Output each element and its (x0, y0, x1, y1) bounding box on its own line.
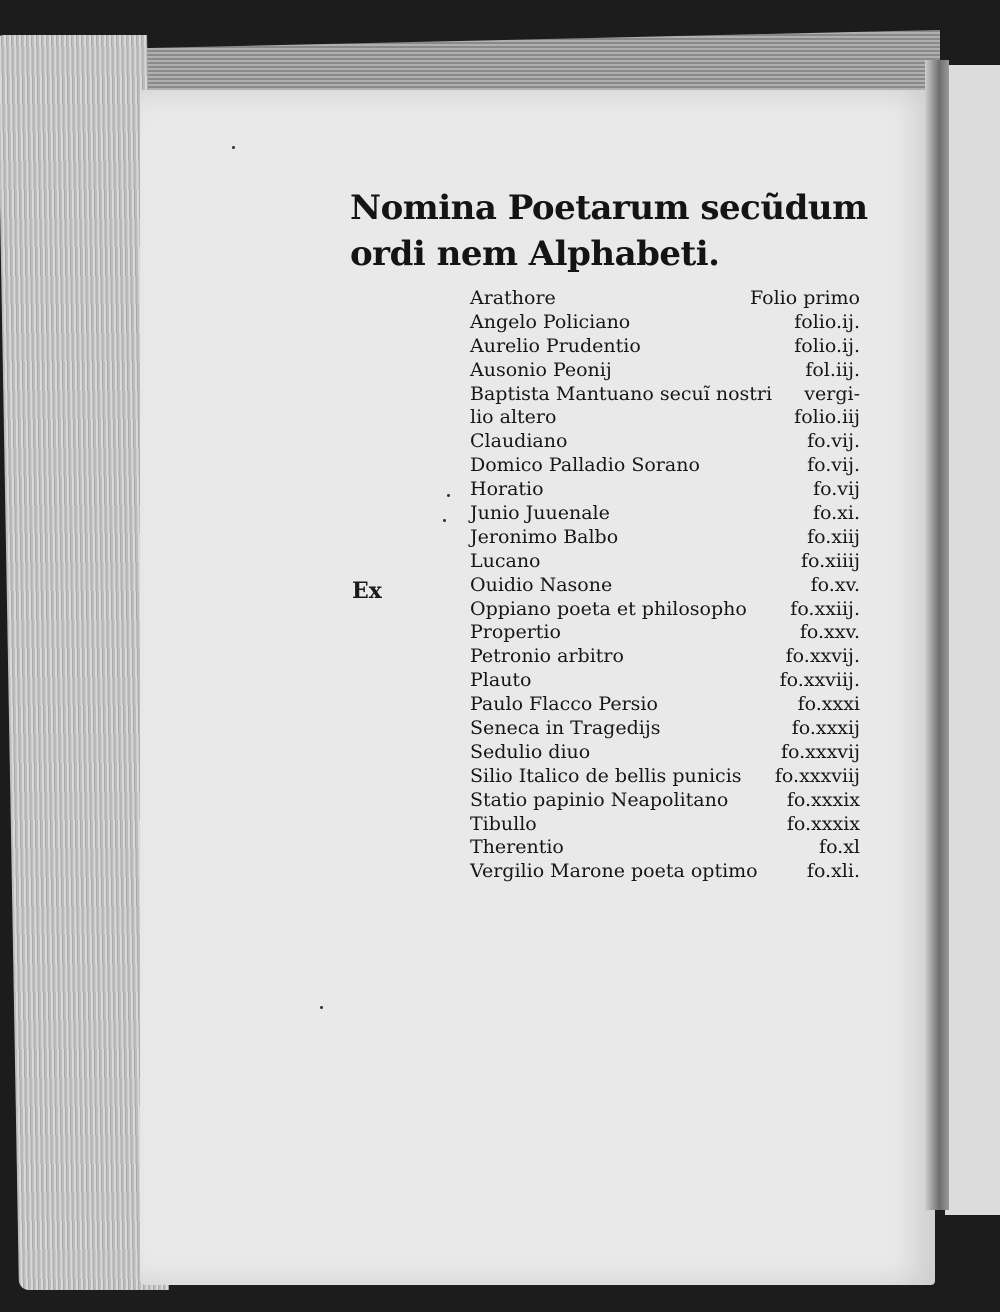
folio-reference: fo.vij. (807, 454, 860, 477)
folio-reference: fo.xv. (810, 573, 860, 596)
poet-name: Arathore (470, 287, 556, 309)
poet-name: Tibullo (470, 812, 537, 835)
index-entry (470, 620, 860, 644)
gutter-shadow (925, 60, 949, 1210)
folio-reference: fo.xl (819, 836, 860, 859)
folio-reference: fo.xxxix (786, 812, 860, 835)
poet-name: Silio Italico de bellis punicis (470, 764, 742, 787)
folio-reference: fo.xxxvij (780, 740, 860, 763)
folio-reference: folio.ij. (794, 334, 860, 357)
facing-page (945, 65, 1000, 1215)
index-entry (470, 382, 860, 406)
folio-reference: fo.xxiij. (790, 597, 860, 620)
index-entry (470, 573, 860, 597)
folio-reference: fo.xxv. (799, 621, 860, 644)
folio-reference: fo.xli. (806, 860, 860, 883)
index-entry (470, 429, 860, 453)
folio-reference: fol.iij. (805, 358, 860, 381)
folio-reference: vergi- (804, 382, 860, 405)
index-entry (470, 453, 860, 477)
index-entry (470, 358, 860, 382)
index-entry (470, 740, 860, 764)
poet-name: Sedulio diuo (470, 740, 591, 763)
folio-reference: folio.ij. (794, 310, 860, 333)
index-entry (470, 716, 860, 740)
ink-speck (320, 1006, 323, 1009)
folio-reference: fo.xxxi (797, 693, 860, 716)
index-entry (470, 597, 860, 621)
folio-reference: fo.xi. (812, 502, 860, 525)
ink-speck (443, 519, 446, 522)
poet-name: Baptista Mantuano secuĩ nostri (470, 382, 773, 405)
index-entry (470, 644, 860, 668)
poet-index-list (470, 286, 860, 883)
folio-reference: Folio primo (750, 287, 860, 309)
folio-reference: fo.xxviij. (779, 669, 860, 692)
poet-name: Angelo Policiano (470, 310, 631, 333)
folio-reference: fo.vij. (807, 430, 860, 453)
poet-name: Jeronimo Balbo (470, 525, 619, 548)
poet-name: Oppiano poeta et philosopho (470, 597, 747, 620)
index-entry (470, 405, 860, 429)
poet-name: Ausonio Peonij (470, 358, 612, 381)
poet-name: Ouidio Nasone (470, 573, 613, 596)
marginal-note: Ex (352, 578, 382, 604)
poet-name: Plauto (470, 669, 532, 692)
index-entry (470, 692, 860, 716)
poet-name: Horatio (470, 478, 544, 501)
folio-reference: folio.iij (794, 406, 860, 429)
index-entry (470, 764, 860, 788)
index-entry (470, 859, 860, 883)
index-entry (470, 334, 860, 358)
index-entry (470, 286, 860, 310)
folio-reference: fo.xxxij (791, 717, 860, 740)
folio-reference: fo.xxxix (786, 788, 860, 811)
poet-name: Therentio (470, 836, 564, 859)
poet-name: Vergilio Marone poeta optimo (470, 860, 758, 883)
page-heading: Nomina Poetarum secũdum ordi nem Alphabeti. (350, 188, 868, 274)
poet-name: Claudiano (470, 430, 568, 453)
folio-reference: fo.vij (813, 478, 860, 501)
poet-name: Domico Palladio Sorano (470, 454, 700, 477)
index-entry (470, 788, 860, 812)
folio-reference: fo.xxxviij (774, 764, 860, 787)
index-entry (470, 668, 860, 692)
ink-speck (447, 494, 450, 497)
index-entry (470, 477, 860, 501)
index-entry (470, 835, 860, 859)
index-entry (470, 501, 860, 525)
index-entry (470, 310, 860, 334)
poet-name: Paulo Flacco Persio (470, 693, 658, 716)
poet-name: Petronio arbitro (470, 645, 624, 668)
poet-name: Seneca in Tragedijs (470, 717, 661, 740)
poet-name: Lucano (470, 549, 541, 572)
folio-reference: fo.xxvij. (785, 645, 860, 668)
index-entry (470, 812, 860, 836)
folio-reference: fo.xiij (807, 525, 860, 548)
folio-reference: fo.xiiij (800, 549, 860, 572)
index-entry (470, 549, 860, 573)
index-entry (470, 525, 860, 549)
poet-name: lio altero (470, 406, 557, 429)
poet-name: Aurelio Prudentio (470, 334, 641, 357)
poet-name: Junio Juuenale (470, 502, 610, 525)
ink-speck (232, 146, 235, 149)
poet-name: Statio papinio Neapolitano (470, 788, 729, 811)
poet-name: Propertio (470, 621, 561, 644)
